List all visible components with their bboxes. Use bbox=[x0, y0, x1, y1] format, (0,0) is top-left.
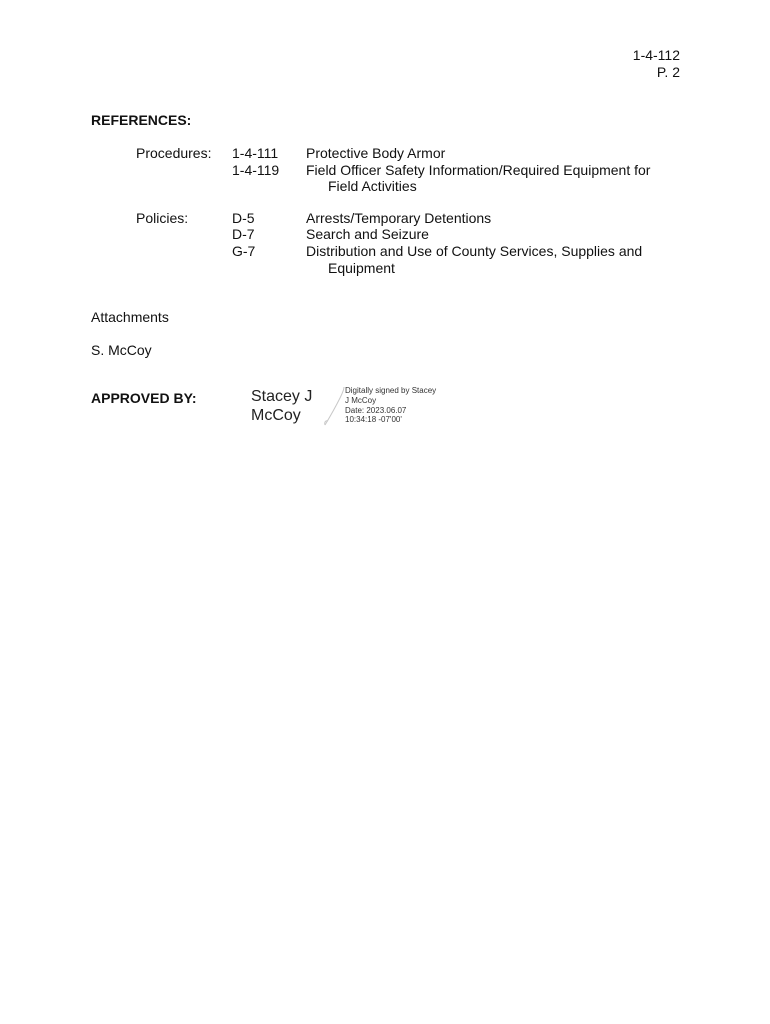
reference-code: D-7 bbox=[232, 226, 255, 242]
attachments-label: Attachments bbox=[91, 309, 169, 325]
reference-title: Search and Seizure bbox=[306, 226, 429, 242]
reference-code: 1-4-119 bbox=[232, 162, 280, 178]
procedures-label: Procedures: bbox=[136, 145, 212, 161]
digital-sig-date: Date: 2023.06.07 bbox=[345, 406, 407, 415]
digital-sig-line: J McCoy bbox=[345, 396, 377, 405]
digital-sig-line: Digitally signed by Stacey bbox=[345, 386, 437, 395]
policies-label: Policies: bbox=[136, 210, 189, 226]
signer-name-line1: Stacey J bbox=[251, 388, 313, 405]
reference-title: Arrests/Temporary Detentions bbox=[306, 210, 492, 226]
reference-title-continued: Field Activities bbox=[328, 178, 417, 194]
reference-title: Protective Body Armor bbox=[306, 145, 446, 161]
reference-title: Field Officer Safety Information/Required Equipment for bbox=[306, 162, 651, 178]
reference-code: D-5 bbox=[232, 210, 255, 226]
author-initials: S. McCoy bbox=[91, 342, 152, 358]
page-number: P. 2 bbox=[656, 64, 680, 80]
references-heading: REFERENCES: bbox=[91, 112, 192, 128]
reference-title: Distribution and Use of County Services, Supplies and bbox=[306, 243, 643, 259]
signer-name-line2: McCoy bbox=[251, 407, 301, 424]
signature-check-icon bbox=[322, 384, 346, 428]
digital-sig-time: 10:34:18 -07'00' bbox=[345, 415, 402, 424]
reference-code: 1-4-111 bbox=[232, 145, 279, 161]
approved-by-label: APPROVED BY: bbox=[91, 390, 197, 406]
reference-title-continued: Equipment bbox=[328, 260, 395, 276]
doc-number: 1-4-112 bbox=[632, 47, 680, 63]
reference-code: G-7 bbox=[232, 243, 256, 259]
